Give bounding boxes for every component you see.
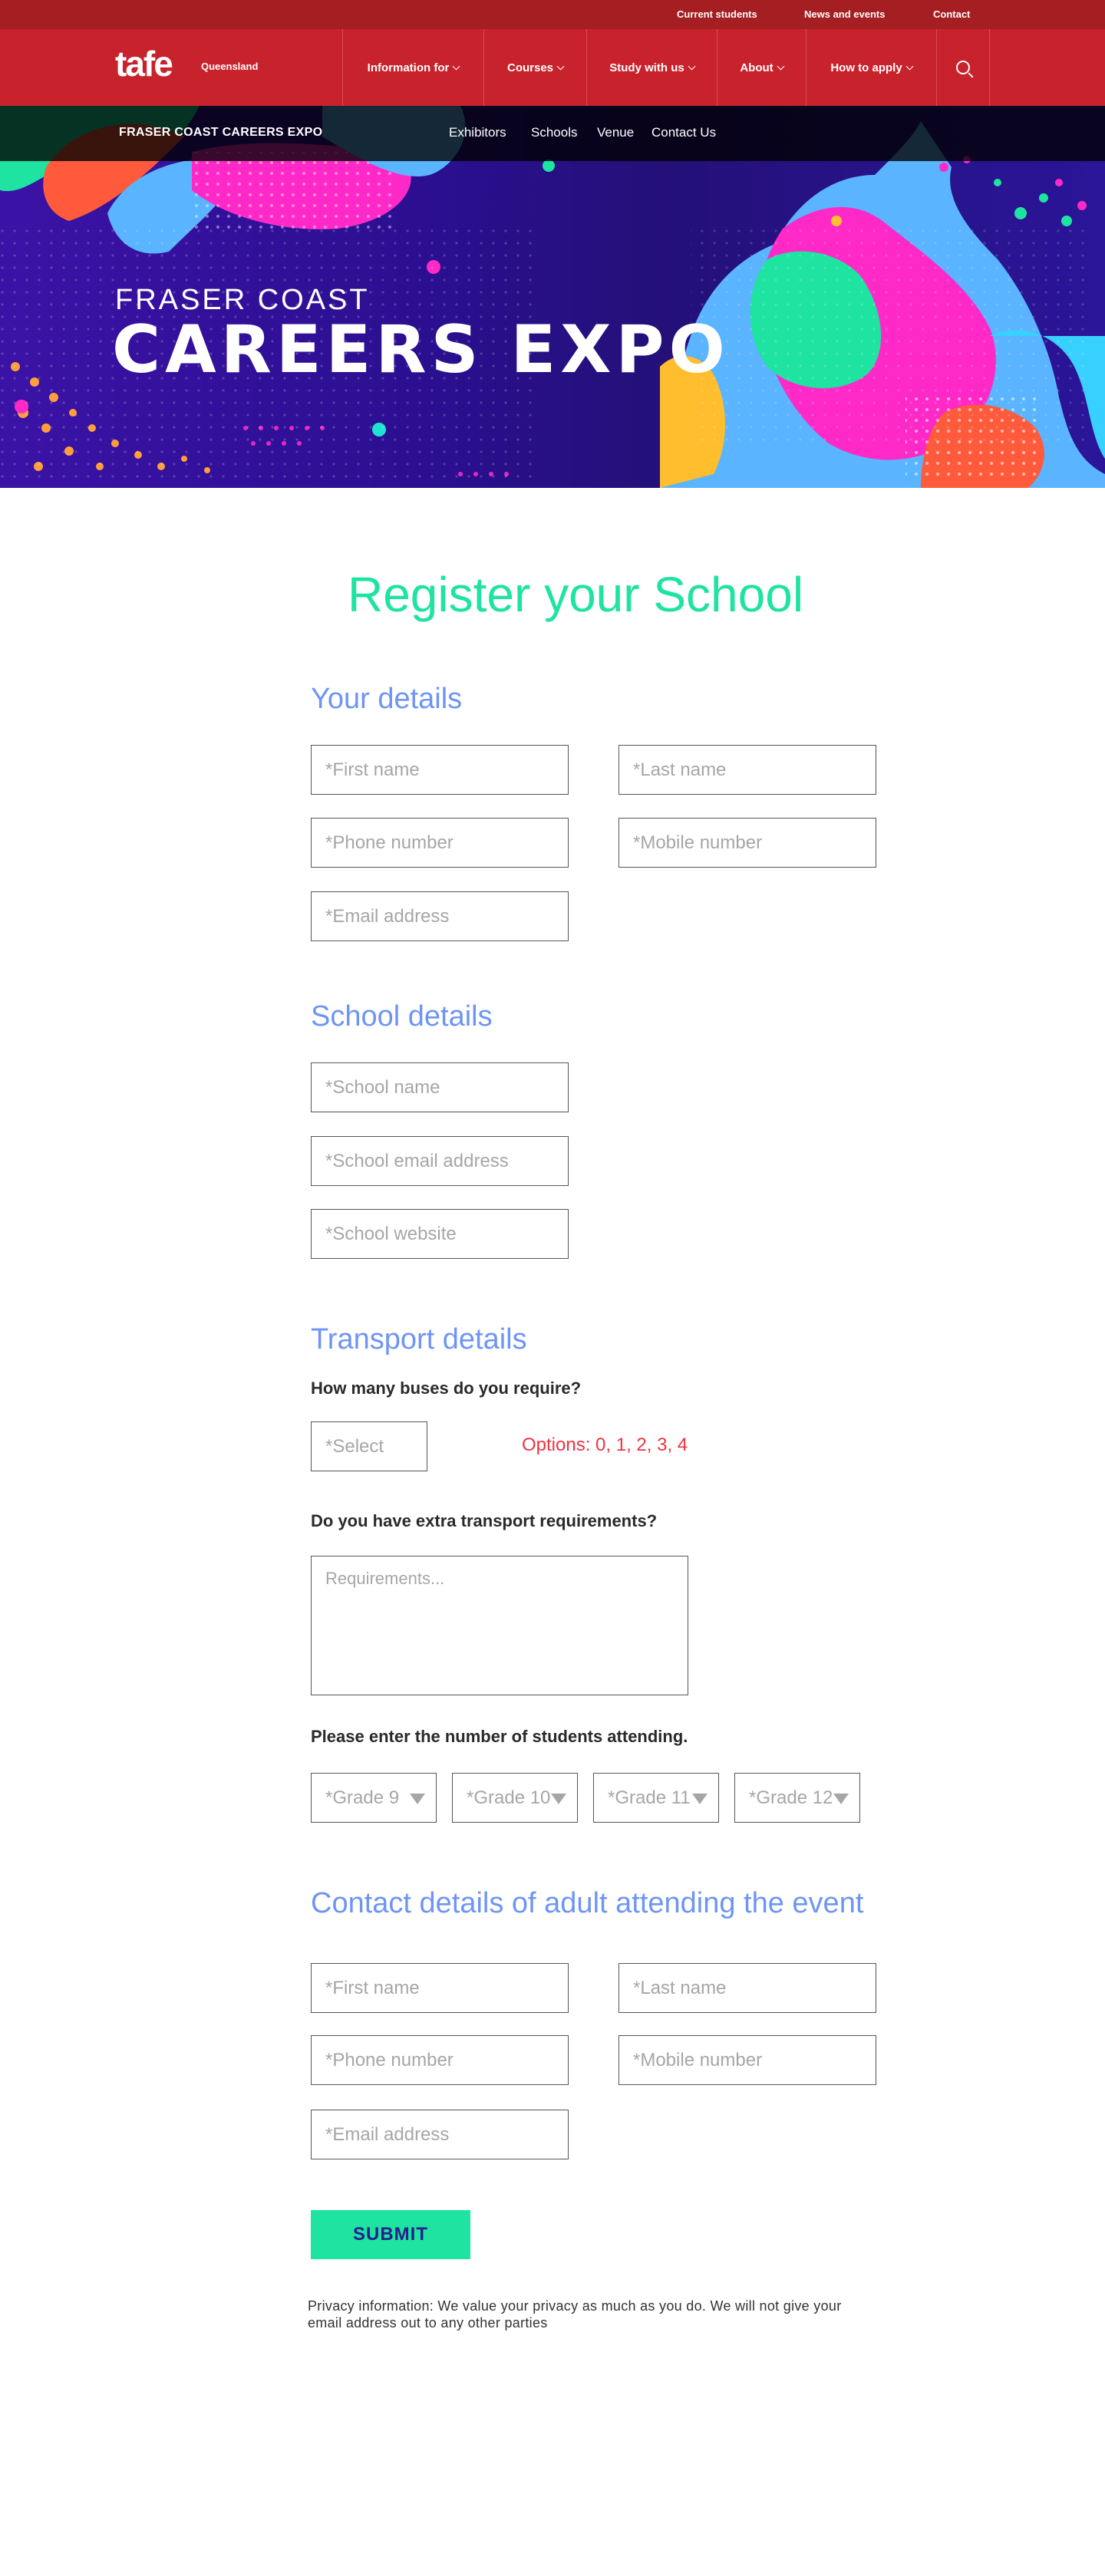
sub-nav (0, 106, 1105, 161)
grade-9-label: *Grade 9 (325, 1787, 400, 1808)
sub-nav-link-exhibitors[interactable]: Exhibitors (449, 125, 506, 140)
nav-about[interactable] (717, 29, 806, 106)
phone-number-input[interactable] (311, 818, 569, 868)
buses-question: How many buses do you require? (311, 1379, 582, 1398)
adult-mobile-number-input[interactable] (618, 2035, 876, 2085)
adult-email-address-input[interactable] (311, 2110, 569, 2159)
dropdown-arrow-icon (692, 1794, 708, 1804)
last-name-input[interactable] (618, 745, 876, 795)
utility-bar (0, 0, 1105, 29)
school-website-input[interactable] (311, 1209, 569, 1259)
nav-label: About (740, 61, 774, 74)
grade-11-label: *Grade 11 (608, 1787, 691, 1808)
grade-12-label: *Grade 12 (749, 1787, 833, 1808)
your-details-heading: Your details (311, 683, 463, 715)
chevron-down-icon (688, 62, 695, 70)
nav-information-for[interactable] (342, 29, 483, 106)
nav-study-with-us[interactable] (586, 29, 717, 106)
search-button[interactable] (936, 29, 990, 106)
grade-10-label: *Grade 10 (467, 1787, 551, 1808)
grade-9-select[interactable] (311, 1773, 437, 1823)
grade-11-select[interactable] (593, 1773, 719, 1823)
transport-details-heading: Transport details (311, 1323, 527, 1356)
adult-contact-heading: Contact details of adult attending the event (311, 1887, 864, 1919)
extra-transport-question: Do you have extra transport requirements? (311, 1511, 658, 1530)
email-address-input[interactable] (311, 891, 569, 941)
school-details-heading: School details (311, 1000, 493, 1033)
grade-10-select[interactable] (452, 1773, 578, 1823)
nav-label: Courses (506, 61, 554, 74)
adult-first-name-input[interactable] (311, 1963, 569, 2013)
utility-link-contact[interactable]: Contact (933, 8, 971, 20)
chevron-down-icon (905, 62, 913, 70)
logo-subtitle: Queensland (201, 61, 259, 72)
buses-options-hint: Options: 0, 1, 2, 3, 4 (522, 1435, 688, 1455)
transport-requirements-textarea[interactable] (311, 1556, 688, 1695)
sub-nav-link-contact-us[interactable]: Contact Us (651, 125, 717, 140)
main-nav (0, 29, 1105, 106)
sub-nav-link-venue[interactable]: Venue (597, 125, 635, 140)
dropdown-arrow-icon (551, 1794, 566, 1804)
adult-phone-number-input[interactable] (311, 2035, 569, 2085)
students-attending-question: Please enter the number of students attending. (311, 1727, 688, 1746)
mobile-number-input[interactable] (618, 818, 876, 868)
sub-nav-link-schools[interactable]: Schools (531, 125, 578, 140)
tafe-logo[interactable] (115, 44, 259, 84)
hero-title-line2: CAREERS EXPO (112, 311, 730, 388)
page-title: Register your School (347, 567, 804, 622)
nav-courses[interactable] (483, 29, 586, 106)
chevron-down-icon (453, 62, 460, 70)
school-name-input[interactable] (311, 1062, 569, 1112)
nav-label: Study with us (609, 61, 684, 74)
hero-banner (0, 106, 1105, 488)
hero-title-line1: FRASER COAST (115, 284, 370, 316)
logo-wordmark: tafe (115, 44, 172, 84)
first-name-input[interactable] (311, 745, 569, 795)
nav-label: How to apply (830, 61, 902, 74)
utility-link-current-students[interactable]: Current students (677, 8, 757, 20)
submit-button[interactable]: SUBMIT (311, 2210, 470, 2259)
buses-select[interactable] (311, 1421, 427, 1471)
grade-12-select[interactable] (734, 1773, 860, 1823)
school-email-input[interactable] (311, 1136, 569, 1186)
adult-last-name-input[interactable] (618, 1963, 876, 2013)
chevron-down-icon (777, 62, 784, 70)
dropdown-arrow-icon (833, 1794, 849, 1804)
utility-link-news-and-events[interactable]: News and events (804, 8, 886, 20)
privacy-notice: Privacy information: We value your privacy as much as you do. We will not give your email address out to any other parties (308, 2298, 842, 2331)
dropdown-arrow-icon (410, 1794, 425, 1804)
nav-label: Information for (367, 61, 450, 74)
buses-select-value: *Select (325, 1435, 384, 1457)
chevron-down-icon (557, 62, 565, 70)
sub-nav-title[interactable]: FRASER COAST CAREERS EXPO (119, 126, 323, 139)
search-icon (956, 61, 970, 74)
nav-how-to-apply[interactable] (806, 29, 936, 106)
